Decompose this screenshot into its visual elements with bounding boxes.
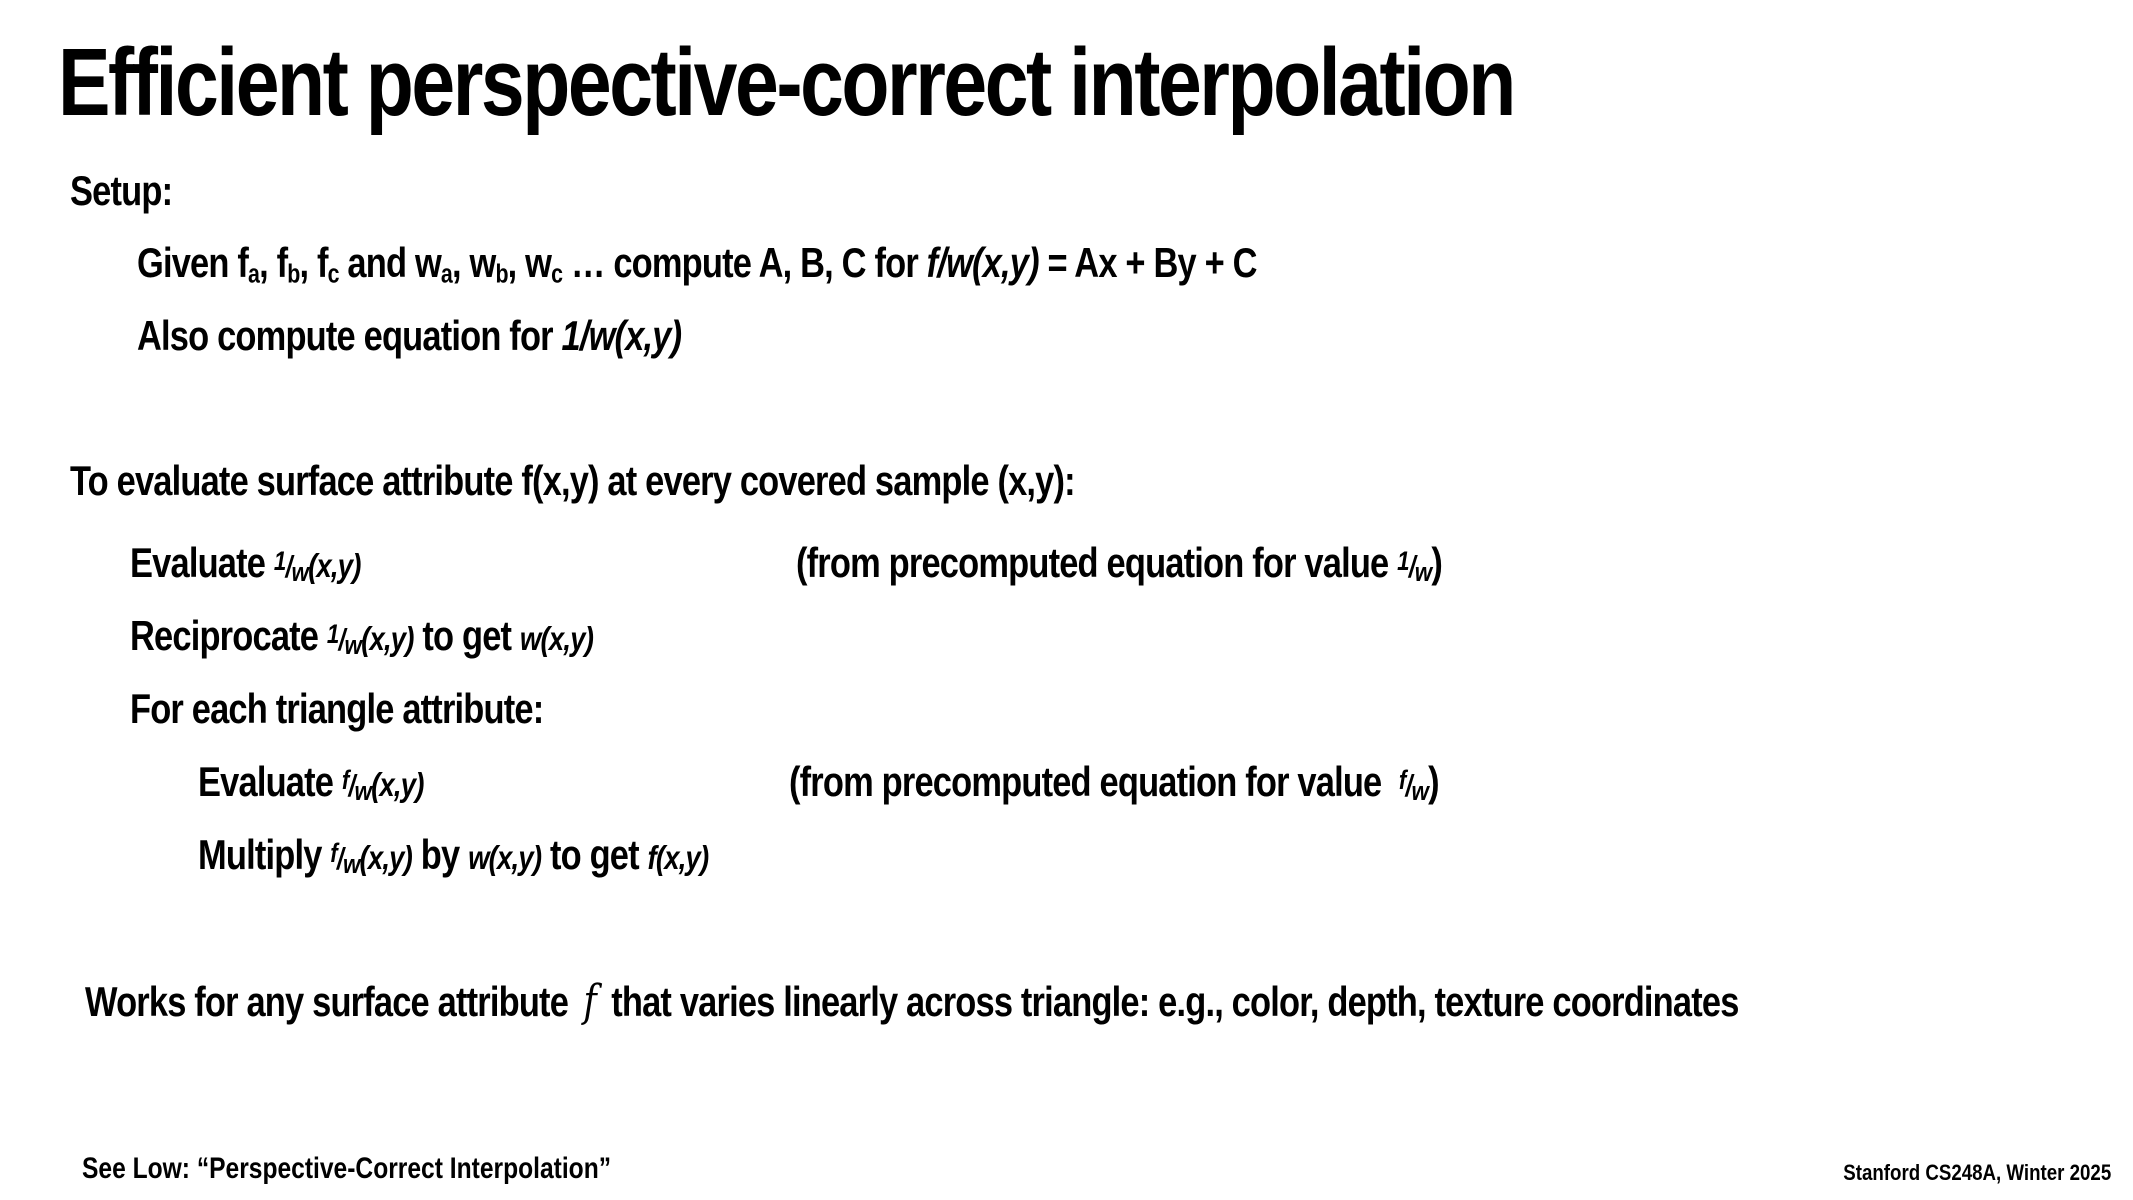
from-precomputed-f-over-w: (from precomputed equation for value f/w) (789, 758, 1439, 807)
evaluate-f-over-w-line: Evaluate f/w(x,y) (198, 758, 424, 807)
multiply-line: Multiply f/w(x,y) by w(x,y) to get f(x,y) (198, 831, 709, 880)
evaluate-one-over-w-line: Evaluate 1/w(x,y) (130, 539, 361, 588)
f-symbol: f (583, 976, 596, 1027)
from-precomputed-one-over-w: (from precomputed equation for value 1/w) (796, 539, 1442, 588)
setup-equation-rhs: = Ax + By + C (1038, 239, 1257, 286)
setup-heading: Setup: (70, 167, 173, 214)
for-each-attribute-line: For each triangle attribute: (130, 685, 544, 732)
evaluate-heading: To evaluate surface attribute f(x,y) at every covered sample (x,y): (70, 457, 1075, 504)
course-label: Stanford CS248A, Winter 2025 (1843, 1160, 2111, 1185)
slide-title: Efficient perspective-correct interpolation (58, 29, 1514, 136)
works-note: Works for any surface attribute f that varies linearly across triangle: e.g., color, depth, texture coordinates (85, 976, 1739, 1027)
reference-note: See Low: “Perspective-Correct Interpolation” (82, 1152, 612, 1185)
reciprocate-line: Reciprocate 1/w(x,y) to get w(x,y) (130, 612, 594, 661)
setup-given-line: Given $f_a$, $f_b$, $f_c$ and $w_a$, $w_b$, $w_c$ … compute A, B, C for f/w(x,y) = Ax + By + C (137, 239, 1257, 289)
setup-equation-lhs: f/w(x,y) (926, 239, 1039, 286)
setup-also-line: Also compute equation for 1/w(x,y) (137, 312, 682, 359)
